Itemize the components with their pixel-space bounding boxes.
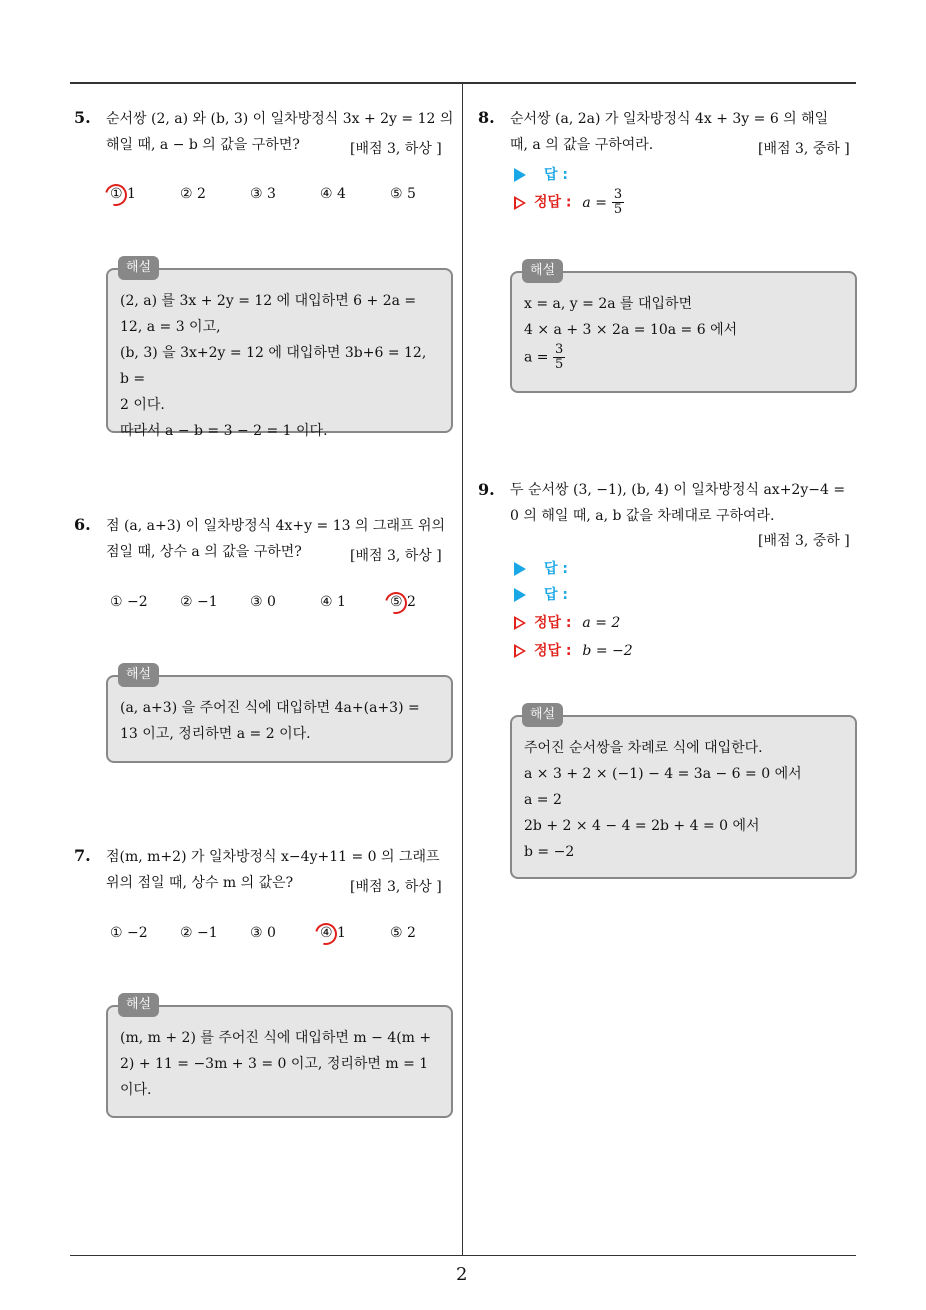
q5-choice-5[interactable]: ⑤ 5 xyxy=(390,186,416,202)
q7-solution-line: 이다. xyxy=(120,1082,152,1098)
q7-choices xyxy=(110,925,450,947)
q8-answer-label: 답 : xyxy=(544,167,568,183)
q6-solution-line: 13 이고, 정리하면 a = 2 이다. xyxy=(120,726,311,742)
q8-correct-den: 5 xyxy=(613,202,623,217)
q5-solution-line: 2 이다. xyxy=(120,397,165,413)
q7-choice-2[interactable]: ② −1 xyxy=(180,925,218,941)
correct-arrow-icon xyxy=(514,196,526,210)
q9-solution-line: b = −2 xyxy=(524,844,575,860)
q8-text-line1: 순서쌍 (a, 2a) 가 일차방정식 4x + 3y = 6 의 해일 xyxy=(510,111,829,127)
q8-solution-fraction xyxy=(553,343,565,372)
q5-choice-3[interactable]: ③ 3 xyxy=(250,186,276,202)
q6-choice-5[interactable]: ⑤ 2 xyxy=(390,594,416,610)
q5-choice-4[interactable]: ④ 4 xyxy=(320,186,346,202)
q6-choice-4[interactable]: ④ 1 xyxy=(320,594,346,610)
q8-text-line2: 때, a 의 값을 구하여라. xyxy=(510,137,654,153)
q7-number: 7. xyxy=(74,846,91,865)
q9-solution-line: a × 3 + 2 × (−1) − 4 = 3a − 6 = 0 에서 xyxy=(524,766,802,782)
q8-solution-box xyxy=(510,271,857,393)
q8-number: 8. xyxy=(478,108,495,127)
q6-solution-line: (a, a+3) 을 주어진 식에 대입하면 4a+(a+3) = xyxy=(120,700,420,716)
q6-solution-tag: 해설 xyxy=(118,663,159,687)
q7-choice-1[interactable]: ① −2 xyxy=(110,925,148,941)
top-rule xyxy=(70,82,856,84)
q5-solution-box xyxy=(106,268,453,439)
q5-selected-circle xyxy=(101,180,131,210)
q8-solution-line: 4 × a + 3 × 2a = 10a = 6 에서 xyxy=(524,322,738,338)
q8-answer-field[interactable] xyxy=(514,164,568,184)
q9-correct-answer-1 xyxy=(514,612,620,632)
q6-selected-circle xyxy=(381,588,411,618)
q5-text-line2: 해일 때, a − b 의 값을 구하면? xyxy=(106,137,300,153)
q9-correct-value-2: b = −2 xyxy=(582,643,633,659)
q9-answer-label-1: 답 : xyxy=(544,561,568,577)
q6-choice-3[interactable]: ③ 0 xyxy=(250,594,276,610)
q9-meta: [배점 3, 중하 ] xyxy=(758,533,850,549)
q6-choices xyxy=(110,594,450,616)
q8-solution-num: 3 xyxy=(554,342,564,357)
q8-correct-num: 3 xyxy=(613,187,623,202)
q6-text-line2: 점일 때, 상수 a 의 값을 구하면? xyxy=(106,544,302,560)
q9-text-line2: 0 의 해일 때, a, b 값을 차례대로 구하여라. xyxy=(510,508,775,524)
q6-choice-2[interactable]: ② −1 xyxy=(180,594,218,610)
q9-solution-line: a = 2 xyxy=(524,792,562,808)
bottom-rule xyxy=(70,1255,856,1256)
q5-solution-line: (2, a) 를 3x + 2y = 12 에 대입하면 6 + 2a = xyxy=(120,293,417,309)
q8-solution-tag: 해설 xyxy=(522,259,563,283)
q9-number: 9. xyxy=(478,480,495,499)
q9-answer-field-1[interactable] xyxy=(514,558,568,578)
q5-choices xyxy=(110,186,450,208)
q7-solution-box xyxy=(106,1005,453,1118)
q7-meta: [배점 3, 하상 ] xyxy=(350,879,442,895)
page-number: 2 xyxy=(456,1264,468,1285)
q8-solution-line xyxy=(524,343,843,372)
q8-solution-prefix: a = xyxy=(524,349,549,366)
q9-correct-label-2: 정답 : xyxy=(534,643,572,659)
q7-text-line1: 점(m, m+2) 가 일차방정식 x−4y+11 = 0 의 그래프 xyxy=(106,849,440,865)
correct-arrow-icon xyxy=(514,616,526,630)
q8-correct-label: 정답 : xyxy=(534,194,572,211)
q6-solution-box xyxy=(106,675,453,763)
q7-solution-line: (m, m + 2) 를 주어진 식에 대입하면 m − 4(m + xyxy=(120,1030,432,1046)
answer-arrow-icon xyxy=(514,168,526,182)
q5-choice-1[interactable]: ① 1 xyxy=(110,186,136,202)
q9-solution-line: 주어진 순서쌍을 차례로 식에 대입한다. xyxy=(524,740,763,756)
q5-solution-line: (b, 3) 을 3x+2y = 12 에 대입하면 3b+6 = 12, b = xyxy=(120,345,427,387)
q7-choice-5[interactable]: ⑤ 2 xyxy=(390,925,416,941)
q7-choice-4[interactable]: ④ 1 xyxy=(320,925,346,941)
q6-number: 6. xyxy=(74,515,91,534)
q9-correct-label-1: 정답 : xyxy=(534,615,572,631)
q5-number: 5. xyxy=(74,108,91,127)
q6-meta: [배점 3, 하상 ] xyxy=(350,548,442,564)
answer-arrow-icon xyxy=(514,562,526,576)
column-divider xyxy=(462,82,463,1256)
answer-arrow-icon xyxy=(514,588,526,602)
q9-answer-field-2[interactable] xyxy=(514,584,568,604)
q5-solution-line: 12, a = 3 이고, xyxy=(120,319,221,335)
q8-correct-prefix: a = xyxy=(582,194,607,211)
q8-correct-fraction xyxy=(612,188,624,217)
q7-selected-circle xyxy=(311,919,341,949)
q7-choice-3[interactable]: ③ 0 xyxy=(250,925,276,941)
q9-solution-line: 2b + 2 × 4 − 4 = 2b + 4 = 0 에서 xyxy=(524,818,760,834)
q6-text-line1: 점 (a, a+3) 이 일차방정식 4x+y = 13 의 그래프 위의 xyxy=(106,518,446,534)
q5-meta: [배점 3, 하상 ] xyxy=(350,141,442,157)
q8-meta: [배점 3, 중하 ] xyxy=(758,141,850,157)
q9-text-line1: 두 순서쌍 (3, −1), (b, 4) 이 일차방정식 ax+2y−4 = xyxy=(510,482,846,498)
q9-answer-label-2: 답 : xyxy=(544,587,568,603)
q7-solution-tag: 해설 xyxy=(118,993,159,1017)
q8-solution-den: 5 xyxy=(554,357,564,372)
q9-correct-answer-2 xyxy=(514,640,633,660)
q5-solution-line: 따라서 a − b = 3 − 2 = 1 이다. xyxy=(120,423,328,439)
correct-arrow-icon xyxy=(514,644,526,658)
q9-solution-tag: 해설 xyxy=(522,703,563,727)
q5-text-line1: 순서쌍 (2, a) 와 (b, 3) 이 일차방정식 3x + 2y = 12 의 xyxy=(106,111,454,127)
q8-solution-line: x = a, y = 2a 를 대입하면 xyxy=(524,296,693,312)
q7-text-line2: 위의 점일 때, 상수 m 의 값은? xyxy=(106,875,294,891)
q5-solution-tag: 해설 xyxy=(118,256,159,280)
q6-choice-1[interactable]: ① −2 xyxy=(110,594,148,610)
q7-solution-line: 2) + 11 = −3m + 3 = 0 이고, 정리하면 m = 1 xyxy=(120,1056,429,1072)
q8-correct-answer xyxy=(514,188,624,217)
q9-correct-value-1: a = 2 xyxy=(582,615,621,631)
q5-choice-2[interactable]: ② 2 xyxy=(180,186,206,202)
q9-solution-box xyxy=(510,715,857,879)
